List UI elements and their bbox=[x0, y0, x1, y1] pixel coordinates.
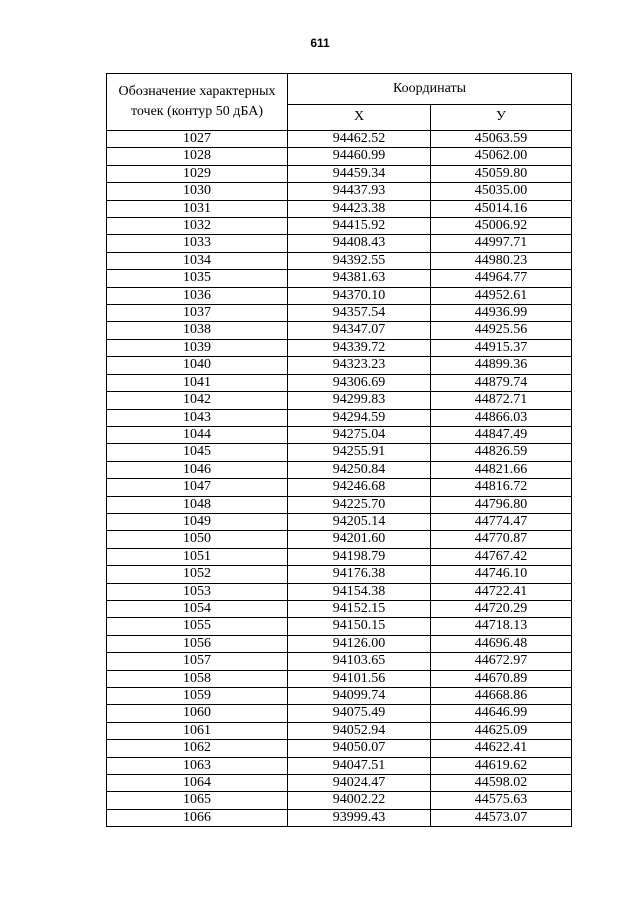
table-row bbox=[107, 461, 572, 478]
table-row bbox=[107, 322, 572, 339]
x-coordinate-cell: 94415.92 bbox=[288, 218, 431, 235]
x-coordinate-cell: 94099.74 bbox=[288, 688, 431, 705]
y-coordinate-cell: 44866.03 bbox=[431, 409, 572, 426]
point-id-cell: 1054 bbox=[107, 600, 288, 617]
y-coordinate-cell: 44668.86 bbox=[431, 688, 572, 705]
y-coordinate-cell: 44718.13 bbox=[431, 618, 572, 635]
x-coordinate-cell: 94408.43 bbox=[288, 235, 431, 252]
table-row bbox=[107, 670, 572, 687]
point-id-cell: 1036 bbox=[107, 287, 288, 304]
table-row bbox=[107, 775, 572, 792]
x-coordinate-cell: 94176.38 bbox=[288, 566, 431, 583]
x-coordinate-cell: 94437.93 bbox=[288, 183, 431, 200]
point-id-cell: 1029 bbox=[107, 165, 288, 182]
x-coordinate-cell: 94047.51 bbox=[288, 757, 431, 774]
point-id-cell: 1031 bbox=[107, 200, 288, 217]
y-coordinate-cell: 44872.71 bbox=[431, 392, 572, 409]
y-coordinate-cell: 44925.56 bbox=[431, 322, 572, 339]
table-row bbox=[107, 392, 572, 409]
x-coordinate-cell: 94370.10 bbox=[288, 287, 431, 304]
table-row bbox=[107, 426, 572, 443]
point-id-cell: 1040 bbox=[107, 357, 288, 374]
point-id-cell: 1028 bbox=[107, 148, 288, 165]
x-coordinate-cell: 94392.55 bbox=[288, 252, 431, 269]
point-id-cell: 1035 bbox=[107, 270, 288, 287]
x-coordinate-cell: 94050.07 bbox=[288, 740, 431, 757]
y-coordinate-cell: 44899.36 bbox=[431, 357, 572, 374]
table-row bbox=[107, 496, 572, 513]
point-id-cell: 1045 bbox=[107, 444, 288, 461]
x-coordinate-cell: 94462.52 bbox=[288, 131, 431, 148]
point-id-cell: 1038 bbox=[107, 322, 288, 339]
x-coordinate-cell: 94126.00 bbox=[288, 635, 431, 652]
x-coordinate-cell: 94423.38 bbox=[288, 200, 431, 217]
table-body bbox=[107, 131, 572, 827]
y-coordinate-cell: 44646.99 bbox=[431, 705, 572, 722]
table-row bbox=[107, 688, 572, 705]
table-row bbox=[107, 705, 572, 722]
point-id-cell: 1042 bbox=[107, 392, 288, 409]
x-coordinate-cell: 94357.54 bbox=[288, 305, 431, 322]
y-header: У bbox=[431, 104, 572, 130]
table-row bbox=[107, 722, 572, 739]
x-coordinate-cell: 94459.34 bbox=[288, 165, 431, 182]
y-coordinate-cell: 44997.71 bbox=[431, 235, 572, 252]
x-coordinate-cell: 94154.38 bbox=[288, 583, 431, 600]
y-coordinate-cell: 44879.74 bbox=[431, 374, 572, 391]
table-row bbox=[107, 653, 572, 670]
point-id-cell: 1033 bbox=[107, 235, 288, 252]
y-coordinate-cell: 44625.09 bbox=[431, 722, 572, 739]
x-coordinate-cell: 94103.65 bbox=[288, 653, 431, 670]
x-coordinate-cell: 94201.60 bbox=[288, 531, 431, 548]
table-row bbox=[107, 740, 572, 757]
point-id-cell: 1032 bbox=[107, 218, 288, 235]
x-coordinate-cell: 94246.68 bbox=[288, 479, 431, 496]
point-id-cell: 1053 bbox=[107, 583, 288, 600]
point-id-cell: 1066 bbox=[107, 809, 288, 826]
point-id-cell: 1039 bbox=[107, 339, 288, 356]
x-coordinate-cell: 94205.14 bbox=[288, 513, 431, 530]
point-id-cell: 1048 bbox=[107, 496, 288, 513]
table-row bbox=[107, 131, 572, 148]
point-id-cell: 1055 bbox=[107, 618, 288, 635]
x-coordinate-cell: 94150.15 bbox=[288, 618, 431, 635]
point-id-cell: 1059 bbox=[107, 688, 288, 705]
point-id-cell: 1051 bbox=[107, 548, 288, 565]
y-coordinate-cell: 45035.00 bbox=[431, 183, 572, 200]
table-row bbox=[107, 148, 572, 165]
y-coordinate-cell: 44847.49 bbox=[431, 426, 572, 443]
point-id-cell: 1064 bbox=[107, 775, 288, 792]
table-row bbox=[107, 479, 572, 496]
x-header: X bbox=[288, 104, 431, 130]
y-coordinate-cell: 44816.72 bbox=[431, 479, 572, 496]
x-coordinate-cell: 93999.43 bbox=[288, 809, 431, 826]
x-coordinate-cell: 94198.79 bbox=[288, 548, 431, 565]
x-coordinate-cell: 94275.04 bbox=[288, 426, 431, 443]
x-coordinate-cell: 94306.69 bbox=[288, 374, 431, 391]
y-coordinate-cell: 44952.61 bbox=[431, 287, 572, 304]
table-row bbox=[107, 165, 572, 182]
point-id-cell: 1043 bbox=[107, 409, 288, 426]
table-row bbox=[107, 339, 572, 356]
y-coordinate-cell: 44722.41 bbox=[431, 583, 572, 600]
table-row bbox=[107, 792, 572, 809]
y-coordinate-cell: 45014.16 bbox=[431, 200, 572, 217]
point-id-cell: 1063 bbox=[107, 757, 288, 774]
point-id-cell: 1056 bbox=[107, 635, 288, 652]
table-row bbox=[107, 444, 572, 461]
table-row bbox=[107, 618, 572, 635]
y-coordinate-cell: 44770.87 bbox=[431, 531, 572, 548]
x-coordinate-cell: 94250.84 bbox=[288, 461, 431, 478]
y-coordinate-cell: 44670.89 bbox=[431, 670, 572, 687]
point-id-cell: 1037 bbox=[107, 305, 288, 322]
point-id-cell: 1046 bbox=[107, 461, 288, 478]
table-row bbox=[107, 409, 572, 426]
y-coordinate-cell: 44980.23 bbox=[431, 252, 572, 269]
table-row bbox=[107, 531, 572, 548]
point-id-cell: 1062 bbox=[107, 740, 288, 757]
table-row bbox=[107, 600, 572, 617]
y-coordinate-cell: 44821.66 bbox=[431, 461, 572, 478]
table-row bbox=[107, 757, 572, 774]
table-row bbox=[107, 566, 572, 583]
point-id-cell: 1044 bbox=[107, 426, 288, 443]
table-row bbox=[107, 357, 572, 374]
table-row bbox=[107, 513, 572, 530]
y-coordinate-cell: 44575.63 bbox=[431, 792, 572, 809]
y-coordinate-cell: 44598.02 bbox=[431, 775, 572, 792]
x-coordinate-cell: 94002.22 bbox=[288, 792, 431, 809]
y-coordinate-cell: 44915.37 bbox=[431, 339, 572, 356]
y-coordinate-cell: 44622.41 bbox=[431, 740, 572, 757]
y-coordinate-cell: 44774.47 bbox=[431, 513, 572, 530]
table-row bbox=[107, 183, 572, 200]
coordinates-table bbox=[106, 73, 572, 827]
table-row bbox=[107, 270, 572, 287]
point-id-cell: 1058 bbox=[107, 670, 288, 687]
table-row bbox=[107, 218, 572, 235]
point-id-cell: 1027 bbox=[107, 131, 288, 148]
point-id-cell: 1041 bbox=[107, 374, 288, 391]
table-header bbox=[107, 74, 572, 131]
table-row bbox=[107, 287, 572, 304]
table-row bbox=[107, 635, 572, 652]
y-coordinate-cell: 44746.10 bbox=[431, 566, 572, 583]
point-label-header: Обозначение характерных точек (контур 50 дБА) bbox=[107, 74, 288, 131]
point-id-cell: 1065 bbox=[107, 792, 288, 809]
point-id-cell: 1030 bbox=[107, 183, 288, 200]
x-coordinate-cell: 94075.49 bbox=[288, 705, 431, 722]
y-coordinate-cell: 44573.07 bbox=[431, 809, 572, 826]
y-coordinate-cell: 44720.29 bbox=[431, 600, 572, 617]
y-coordinate-cell: 44767.42 bbox=[431, 548, 572, 565]
coordinates-header: Координаты bbox=[288, 74, 572, 105]
table-row bbox=[107, 374, 572, 391]
point-id-cell: 1047 bbox=[107, 479, 288, 496]
x-coordinate-cell: 94152.15 bbox=[288, 600, 431, 617]
x-coordinate-cell: 94339.72 bbox=[288, 339, 431, 356]
point-id-cell: 1061 bbox=[107, 722, 288, 739]
x-coordinate-cell: 94052.94 bbox=[288, 722, 431, 739]
page-number: 611 bbox=[310, 36, 330, 50]
y-coordinate-cell: 45006.92 bbox=[431, 218, 572, 235]
point-id-cell: 1050 bbox=[107, 531, 288, 548]
y-coordinate-cell: 44619.62 bbox=[431, 757, 572, 774]
point-id-cell: 1057 bbox=[107, 653, 288, 670]
point-id-cell: 1049 bbox=[107, 513, 288, 530]
y-coordinate-cell: 45059.80 bbox=[431, 165, 572, 182]
y-coordinate-cell: 44964.77 bbox=[431, 270, 572, 287]
y-coordinate-cell: 44796.80 bbox=[431, 496, 572, 513]
x-coordinate-cell: 94255.91 bbox=[288, 444, 431, 461]
table-row bbox=[107, 548, 572, 565]
x-coordinate-cell: 94347.07 bbox=[288, 322, 431, 339]
y-coordinate-cell: 44672.97 bbox=[431, 653, 572, 670]
y-coordinate-cell: 44936.99 bbox=[431, 305, 572, 322]
table-row bbox=[107, 305, 572, 322]
table-row bbox=[107, 583, 572, 600]
y-coordinate-cell: 44826.59 bbox=[431, 444, 572, 461]
point-id-cell: 1060 bbox=[107, 705, 288, 722]
x-coordinate-cell: 94101.56 bbox=[288, 670, 431, 687]
table-row bbox=[107, 252, 572, 269]
y-coordinate-cell: 45063.59 bbox=[431, 131, 572, 148]
x-coordinate-cell: 94294.59 bbox=[288, 409, 431, 426]
x-coordinate-cell: 94299.83 bbox=[288, 392, 431, 409]
x-coordinate-cell: 94323.23 bbox=[288, 357, 431, 374]
x-coordinate-cell: 94024.47 bbox=[288, 775, 431, 792]
table-row bbox=[107, 200, 572, 217]
x-coordinate-cell: 94225.70 bbox=[288, 496, 431, 513]
y-coordinate-cell: 44696.48 bbox=[431, 635, 572, 652]
x-coordinate-cell: 94460.99 bbox=[288, 148, 431, 165]
x-coordinate-cell: 94381.63 bbox=[288, 270, 431, 287]
table-row bbox=[107, 235, 572, 252]
point-id-cell: 1052 bbox=[107, 566, 288, 583]
y-coordinate-cell: 45062.00 bbox=[431, 148, 572, 165]
table-row bbox=[107, 809, 572, 826]
point-id-cell: 1034 bbox=[107, 252, 288, 269]
